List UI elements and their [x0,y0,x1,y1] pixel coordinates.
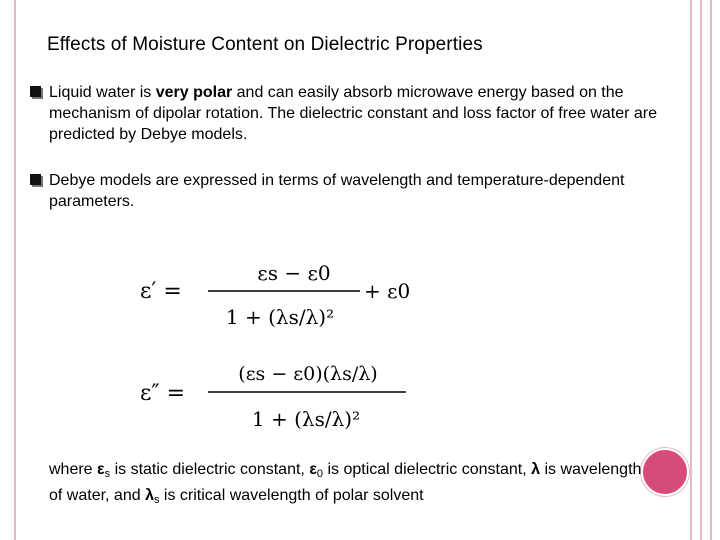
right-decorative-line-2 [700,0,702,540]
eq1-tail: + ε0 [364,279,411,303]
eq1-denominator: 1 + (λs/λ)² [225,305,335,329]
bullet-item-1 [30,82,660,145]
eq1-lhs: ε′ = [140,279,182,304]
bullet-text-1: Liquid water is very polar and can easily absorb microwave energy based on the mechanism of dipolar rotation. The dielectric constant and loss factor of free water are predicted by Debye models. [49,84,658,143]
checkbox-bullet-icon [30,174,41,185]
eq1-numerator: εs − ε0 [257,261,331,285]
right-decorative-line-1 [690,0,692,540]
checkbox-bullet-icon [30,86,41,97]
symbol-definitions: where $\varepsilon_s$ is static dielectric constant, $\varepsilon_0$ is optical dielectric constant, λ is wavelength of water, and $\lambda_s$ is critical wavelength of polar solvent [49,461,642,506]
eq2-numerator: (εs − ε0)(λs/λ) [238,363,378,385]
equation-epsilon-double-prime [140,363,406,431]
eq2-denominator: 1 + (λs/λ)² [251,407,361,431]
debye-equations [136,250,426,445]
slide-title: Effects of Moisture Content on Dielectric Properties [47,34,483,55]
left-decorative-line [14,0,16,540]
bullet-text-2: Debye models are expressed in terms of wavelength and temperature-dependent parameters. [49,172,625,210]
bullet-item-2 [30,170,660,212]
right-decorative-line-3 [710,0,712,540]
equation-epsilon-prime [140,261,410,329]
eq2-lhs: ε″ = [140,381,186,406]
